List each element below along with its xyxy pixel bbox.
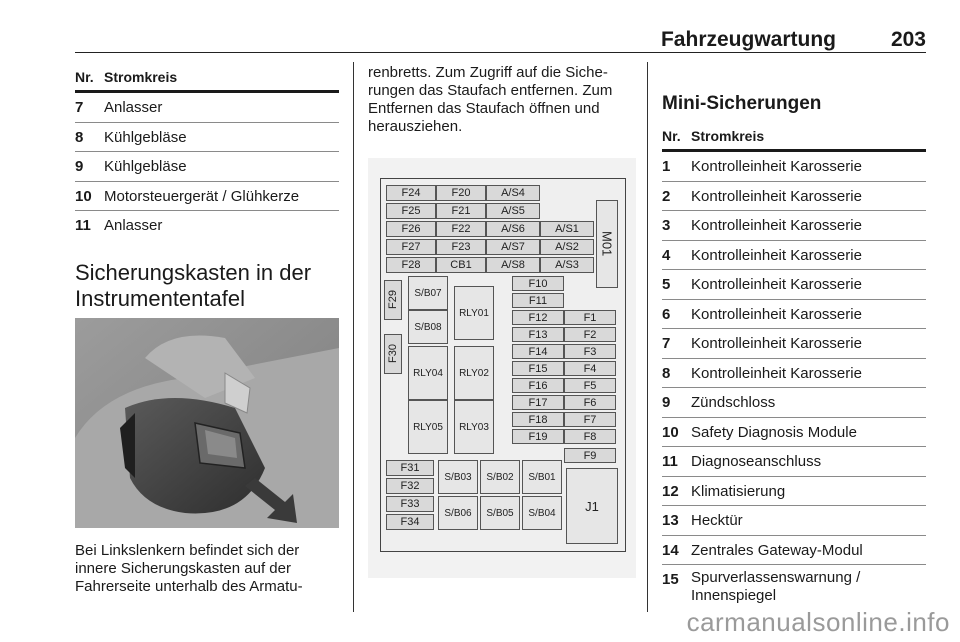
fuse-SB06: S/B06: [438, 496, 478, 530]
watermark: carmanualsonline.info: [686, 607, 950, 637]
fuse-F3: F3: [564, 344, 616, 359]
fuse-AS4: A/S4: [486, 185, 540, 201]
row-number: 13: [662, 512, 679, 529]
row-text: Spurverlassenswarnung / Innenspiegel: [691, 569, 861, 604]
row-number: 3: [662, 217, 671, 234]
fuse-AS3: A/S3: [540, 257, 594, 273]
row-number: 12: [662, 482, 679, 500]
col-nr-header: Nr.: [75, 69, 94, 85]
fuse-F16: F16: [512, 378, 564, 393]
fuse-AS7: A/S7: [486, 239, 540, 255]
row-text: Klimatisierung: [691, 482, 786, 500]
fuse-F20: F20: [436, 185, 486, 201]
table-row: [662, 447, 926, 477]
row-number: 8: [75, 128, 84, 146]
row-text: Kontrolleinheit Karosserie: [691, 335, 862, 352]
row-text: Zündschloss: [691, 394, 776, 411]
row-number: 8: [662, 364, 671, 382]
table-row: [662, 211, 926, 241]
relay-RLY02: RLY02: [454, 346, 494, 400]
row-number: 6: [662, 305, 671, 323]
table-header: [662, 125, 926, 152]
fuse-M01: M01: [596, 200, 618, 288]
table-row: [75, 152, 339, 182]
fuse-SB07: S/B07: [408, 276, 448, 310]
fuse-F11: F11: [512, 293, 564, 308]
table-row: [662, 300, 926, 330]
row-number: 10: [75, 187, 92, 205]
caption-middle: renbretts. Zum Zugriff auf die Siche-rungen das Staufach entfernen. Zum Entfernen das Staufach öffnen und herausziehen.: [368, 64, 613, 135]
row-text: Diagnoseanschluss: [691, 453, 822, 470]
row-number: 9: [75, 158, 84, 175]
row-text: Safety Diagnosis Module: [691, 423, 857, 441]
row-number: 14: [662, 541, 679, 559]
row-text: Anlasser: [104, 99, 163, 116]
fuse-F2: F2: [564, 327, 616, 342]
fuse-F7: F7: [564, 412, 616, 427]
table-row: [662, 241, 926, 271]
fuse-F22: F22: [436, 221, 486, 237]
fuse-SB02: S/B02: [480, 460, 520, 494]
fuse-F23: F23: [436, 239, 486, 255]
row-number: 7: [75, 99, 84, 116]
row-text: Zentrales Gateway-Modul: [691, 541, 863, 559]
page-header: [75, 22, 926, 53]
page-title: Fahrzeugwartung: [660, 28, 836, 51]
row-number: 1: [662, 158, 671, 175]
row-number: 7: [662, 335, 671, 352]
table-row: [75, 182, 339, 212]
table-row: [662, 536, 926, 566]
row-text: Kühlgebläse: [104, 158, 187, 175]
fuse-AS2: A/S2: [540, 239, 594, 255]
fuse-F18: F18: [512, 412, 564, 427]
fuse-F21: F21: [436, 203, 486, 219]
fuse-F32: F32: [386, 478, 434, 494]
fuse-J1: J1: [566, 468, 618, 544]
row-number: 2: [662, 187, 671, 205]
fuse-AS5: A/S5: [486, 203, 540, 219]
row-text: Motorsteuergerät / Glühkerze: [104, 187, 300, 205]
fuse-F4: F4: [564, 361, 616, 376]
row-text: Kontrolleinheit Karosserie: [691, 187, 862, 205]
table-row: [662, 359, 926, 389]
row-text: Kontrolleinheit Karosserie: [691, 305, 862, 323]
row-text: Anlasser: [104, 217, 163, 234]
relay-RLY03: RLY03: [454, 400, 494, 454]
table-row: [662, 388, 926, 418]
fuse-SB08: S/B08: [408, 310, 448, 344]
table-row: [662, 152, 926, 182]
row-number: 10: [662, 423, 679, 441]
section-title: Sicherungskasten in der Instrumententafel: [75, 260, 312, 311]
fuse-F28: F28: [386, 257, 436, 273]
glovebox-photo: [75, 318, 339, 528]
col-circuit-header: Stromkreis: [691, 128, 765, 144]
relay-RLY01: RLY01: [454, 286, 494, 340]
row-number: 11: [75, 217, 91, 234]
fuse-F31: F31: [386, 460, 434, 476]
fuse-F33: F33: [386, 496, 434, 512]
fuse-F1: F1: [564, 310, 616, 325]
column-divider-1: [353, 62, 354, 612]
fuse-F5: F5: [564, 378, 616, 393]
col-nr-header: Nr.: [662, 128, 681, 144]
table-row: [662, 182, 926, 212]
row-text: Kühlgebläse: [104, 128, 187, 146]
table-row: [662, 418, 926, 448]
table-row: [75, 93, 339, 123]
table-row: [662, 477, 926, 507]
fuse-F8: F8: [564, 429, 616, 444]
table-row: [662, 565, 926, 613]
fuse-F10: F10: [512, 276, 564, 291]
fuse-F6: F6: [564, 395, 616, 410]
row-text: Kontrolleinheit Karosserie: [691, 246, 862, 264]
caption-left: Bei Linkslenkern befindet sich der innere Sicherungskasten auf der Fahrerseite unterhalb des Armatu-: [75, 542, 303, 595]
row-number: 4: [662, 246, 671, 264]
fusebox-diagram: [368, 158, 636, 578]
page-number: 203: [890, 28, 926, 51]
fuse-SB01: S/B01: [522, 460, 562, 494]
column-divider-2: [647, 62, 648, 612]
table-row: [662, 270, 926, 300]
col-circuit-header: Stromkreis: [104, 69, 178, 85]
fuse-F29: F29: [384, 280, 402, 320]
fuse-F13: F13: [512, 327, 564, 342]
circuit-table: [75, 64, 339, 240]
fuse-AS6: A/S6: [486, 221, 540, 237]
row-number: 5: [662, 276, 671, 293]
fuse-F14: F14: [512, 344, 564, 359]
row-text: Kontrolleinheit Karosserie: [691, 364, 862, 382]
relay-RLY04: RLY04: [408, 346, 448, 400]
fuse-AS1: A/S1: [540, 221, 594, 237]
fuse-SB04: S/B04: [522, 496, 562, 530]
table-row: [75, 123, 339, 153]
row-number: 9: [662, 394, 671, 411]
row-number: 11: [662, 453, 678, 470]
fuse-F26: F26: [386, 221, 436, 237]
fuse-F25: F25: [386, 203, 436, 219]
row-text: Kontrolleinheit Karosserie: [691, 217, 862, 234]
relay-RLY05: RLY05: [408, 400, 448, 454]
mini-fuse-table: [662, 97, 926, 613]
row-text: Hecktür: [691, 512, 743, 529]
table-row: [662, 506, 926, 536]
fuse-F15: F15: [512, 361, 564, 376]
mini-fuses-title: Mini-Sicherungen: [662, 93, 822, 114]
fuse-AS8: A/S8: [486, 257, 540, 273]
table-header: [75, 64, 339, 93]
fuse-F24: F24: [386, 185, 436, 201]
fuse-F9: F9: [564, 448, 616, 463]
row-text: Kontrolleinheit Karosserie: [691, 158, 862, 175]
fuse-F27: F27: [386, 239, 436, 255]
fuse-CB1: CB1: [436, 257, 486, 273]
table-row: [662, 329, 926, 359]
row-text: Kontrolleinheit Karosserie: [691, 276, 862, 293]
fuse-F30: F30: [384, 334, 402, 374]
fuse-F17: F17: [512, 395, 564, 410]
fuse-F19: F19: [512, 429, 564, 444]
row-number: 15: [662, 571, 679, 588]
fuse-SB05: S/B05: [480, 496, 520, 530]
fuse-F34: F34: [386, 514, 434, 530]
table-row: [75, 211, 339, 240]
fuse-SB03: S/B03: [438, 460, 478, 494]
fuse-F12: F12: [512, 310, 564, 325]
